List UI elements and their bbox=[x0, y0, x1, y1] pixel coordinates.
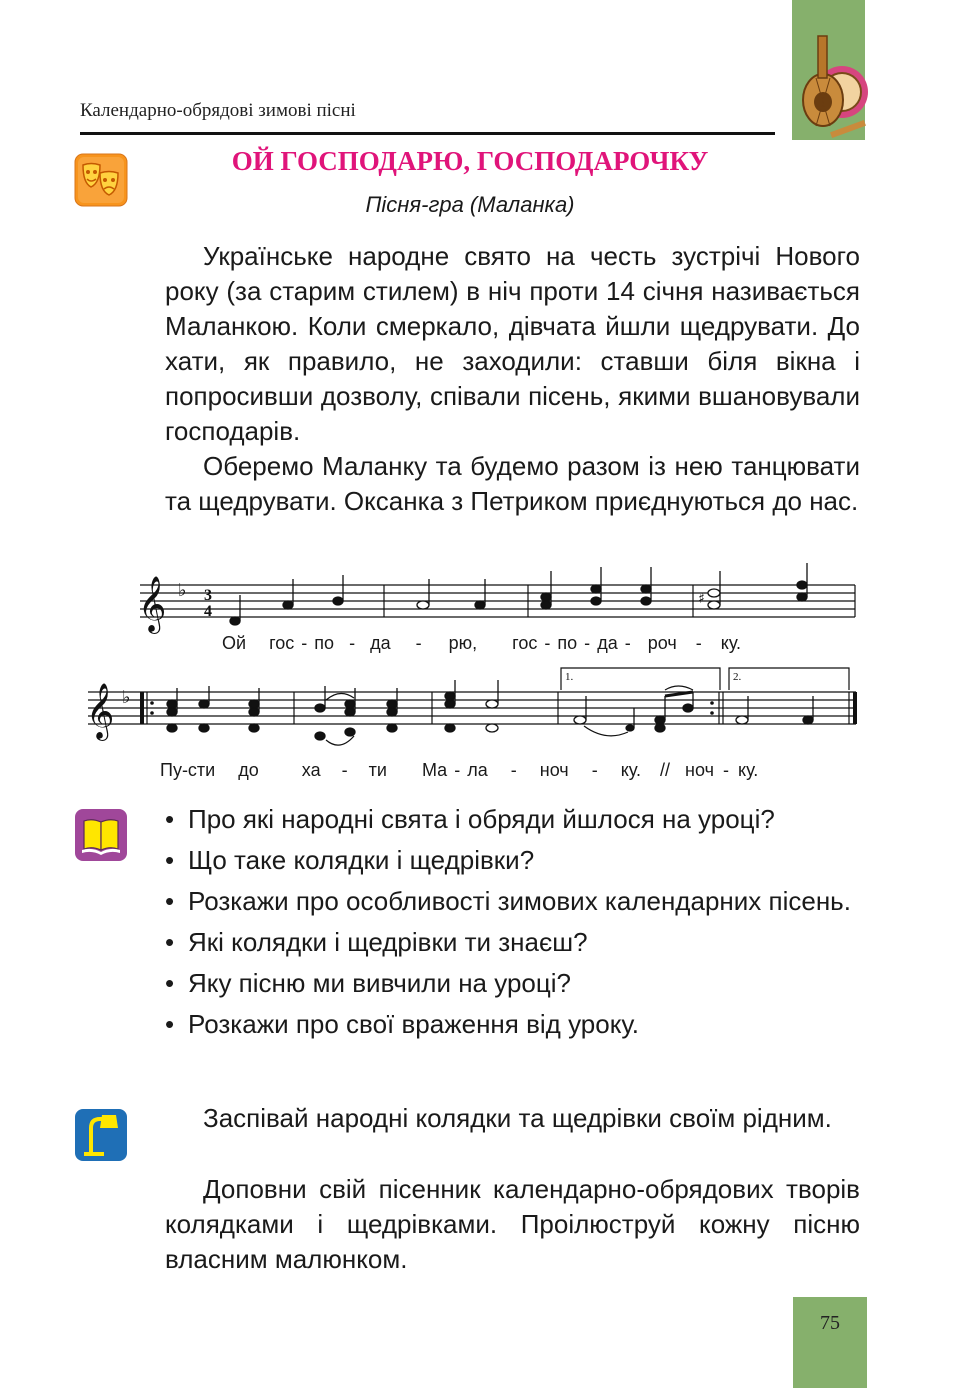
lyric-syllable: ла bbox=[467, 760, 488, 780]
intro-paragraph-1 bbox=[165, 239, 860, 449]
lyric-syllable: - bbox=[624, 633, 631, 653]
lyric-syllable: - bbox=[591, 760, 598, 780]
lyric-syllable: ти bbox=[368, 760, 387, 780]
homework-paragraph-1 bbox=[165, 1101, 860, 1136]
svg-text:♭: ♭ bbox=[122, 687, 131, 708]
lyrics-line-2 bbox=[160, 760, 758, 781]
header-divider bbox=[80, 132, 775, 135]
intro-paragraph-1-text: Українське народне свято на честь зустрічі Нового року (за старим стилем) в ніч проти 14 січня називається Маланкою. Коли смеркало, дівчата йшли щедрувати. До хати, як правило, не заходили: ставши біля вікна і попросивши дозволу, співали пісень, якими вшановували господарів. bbox=[165, 241, 860, 446]
volta-1: 1. bbox=[565, 671, 574, 683]
lyric-syllable: гос bbox=[512, 633, 538, 653]
homework-paragraph-2 bbox=[165, 1172, 860, 1277]
svg-text:𝄞: 𝄞 bbox=[86, 683, 115, 739]
time-signature-top: 3 bbox=[204, 587, 212, 604]
lyric-syllable: до bbox=[238, 760, 259, 780]
lyric-syllable: - bbox=[695, 633, 702, 653]
questions-list bbox=[165, 802, 865, 1048]
svg-text:♭: ♭ bbox=[178, 580, 187, 601]
lyric-syllable: роч bbox=[647, 633, 677, 653]
intro-paragraph-2 bbox=[165, 449, 860, 519]
lyric-syllable: - bbox=[510, 760, 517, 780]
intro-paragraph-2-text: Оберемо Маланку та будемо разом із нею танцювати та щедрувати. Оксанка з Петриком приєднуються до нас. bbox=[165, 451, 860, 516]
lyric-syllable: Ма bbox=[421, 760, 448, 780]
book-icon bbox=[74, 808, 128, 862]
lyric-syllable: - bbox=[544, 633, 551, 653]
lyric-syllable: - bbox=[723, 760, 729, 780]
lyric-syllable: ку. bbox=[720, 633, 742, 653]
question-item: • Про які народні свята і обряди йшлося на уроці? bbox=[165, 802, 865, 837]
homework-paragraph-1-text: Заспівай народні колядки та щедрівки своїм рідним. bbox=[203, 1103, 832, 1133]
question-item: • Яку пісню ми вивчили на уроці? bbox=[165, 966, 865, 1001]
lyric-syllable: да bbox=[370, 633, 391, 653]
song-subtitle: Пісня-гра (Маланка) bbox=[365, 192, 575, 217]
song-title: ОЙ ГОСПОДАРЮ, ГОСПОДАРОЧКУ bbox=[231, 146, 709, 176]
music-staff-1 bbox=[130, 560, 860, 640]
lyric-syllable: - bbox=[301, 633, 308, 653]
music-staff-2 bbox=[78, 660, 863, 750]
question-item: • Які колядки і щедрівки ти знаєш? bbox=[165, 925, 865, 960]
lyric-syllable: ноч bbox=[539, 760, 569, 780]
desk-lamp-icon bbox=[74, 1108, 128, 1162]
time-signature-bottom: 4 bbox=[204, 603, 212, 620]
lyric-syllable: ноч bbox=[685, 760, 714, 780]
lyric-syllable: гос bbox=[269, 633, 295, 653]
lyric-syllable: по bbox=[314, 633, 335, 653]
lyric-syllable: - bbox=[415, 633, 422, 653]
time-signature bbox=[204, 587, 212, 620]
lyrics-line-1 bbox=[222, 633, 741, 654]
lyric-syllable: - bbox=[349, 633, 356, 653]
lyric-syllable: по bbox=[557, 633, 578, 653]
section-header: Календарно-обрядові зимові пісні bbox=[80, 100, 356, 121]
lyric-syllable: ку. bbox=[620, 760, 641, 780]
volta-2: 2. bbox=[733, 671, 742, 683]
lyric-syllable: - bbox=[584, 633, 591, 653]
lyric-syllable: - bbox=[454, 760, 461, 780]
question-item: • Розкажи про особливості зимових календарних пісень. bbox=[165, 884, 860, 919]
lyric-syllable: // bbox=[660, 760, 671, 780]
question-item: • Розкажи про свої враження від уроку. bbox=[165, 1007, 865, 1042]
lyric-syllable: рю, bbox=[448, 633, 478, 653]
lyric-syllable: - bbox=[341, 760, 348, 780]
page-number-tab bbox=[793, 1297, 867, 1388]
lyric-syllable: Пу-сти bbox=[160, 760, 216, 780]
lyric-syllable: ку. bbox=[738, 760, 759, 780]
lyric-syllable: ха bbox=[301, 760, 321, 780]
theatre-masks-icon bbox=[74, 153, 128, 207]
svg-text:♯: ♯ bbox=[698, 591, 705, 607]
lyric-syllable: да bbox=[597, 633, 618, 653]
page-number: 75 bbox=[820, 1312, 840, 1334]
svg-text:𝄞: 𝄞 bbox=[138, 576, 167, 632]
homework-paragraph-2-text: Доповни свій пісенник календарно-обрядових творів колядками і щедрівками. Проілюструй кожну пісню власним малюнком. bbox=[165, 1174, 860, 1274]
lyric-syllable: Ой bbox=[222, 633, 247, 653]
bandura-icon bbox=[790, 30, 870, 140]
question-item: • Що таке колядки і щедрівки? bbox=[165, 843, 865, 878]
